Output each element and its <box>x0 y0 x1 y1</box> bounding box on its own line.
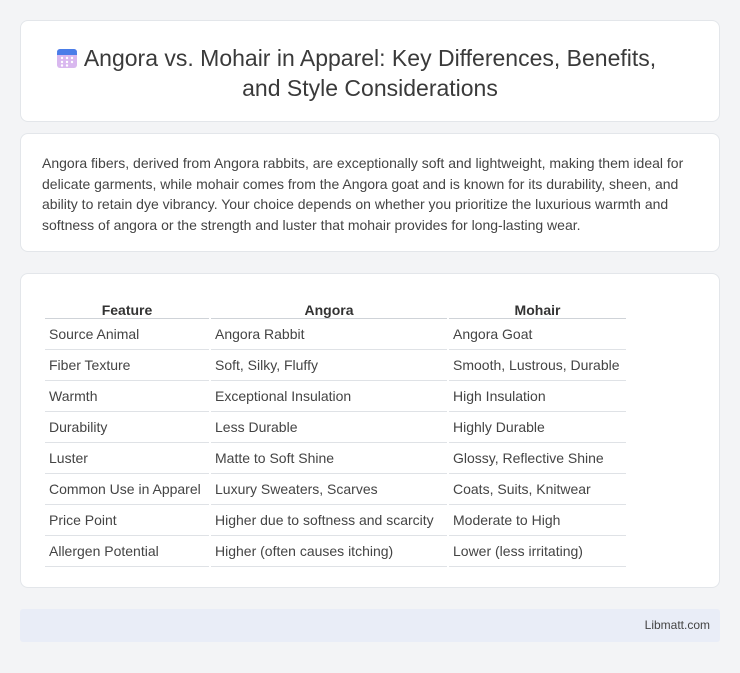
table-cell: Price Point <box>45 505 209 536</box>
column-header-feature: Feature <box>45 296 209 319</box>
table-cell: Luster <box>45 443 209 474</box>
table-cell: High Insulation <box>449 381 626 412</box>
table-cell: Less Durable <box>211 412 447 443</box>
intro-card <box>20 133 720 252</box>
table-row <box>45 443 626 474</box>
column-header-angora: Angora <box>211 296 447 319</box>
title-card <box>20 20 720 122</box>
page-title-line-1: Angora vs. Mohair in Apparel: Key Differences, Benefits, <box>83 45 657 71</box>
table-cell: Warmth <box>45 381 209 412</box>
table-cell: Highly Durable <box>449 412 626 443</box>
table-cell: Source Animal <box>45 319 209 350</box>
comparison-table-card <box>20 273 720 588</box>
table-cell: Matte to Soft Shine <box>211 443 447 474</box>
table-cell: Angora Goat <box>449 319 626 350</box>
table-row <box>45 319 626 350</box>
column-header-mohair: Mohair <box>449 296 626 319</box>
table-cell: Higher (often causes itching) <box>211 536 447 567</box>
table-cell: Common Use in Apparel <box>45 474 209 505</box>
table-row <box>45 474 626 505</box>
table-cell: Lower (less irritating) <box>449 536 626 567</box>
table-cell: Higher due to softness and scarcity <box>211 505 447 536</box>
intro-paragraph: Angora fibers, derived from Angora rabbits, are exceptionally soft and lightweight, making them ideal for delicate garments, while mohair comes from the Angora goat and is known for its durability, sheen, and ability to retain dye vibrancy. Your choice depends on whether you prioritize the luxurious warmth and softness of angora or the strength and luster that mohair provides for long-lasting wear. <box>42 155 684 233</box>
table-cell: Smooth, Lustrous, Durable <box>449 350 626 381</box>
table-row <box>45 350 626 381</box>
table-row <box>45 505 626 536</box>
table-cell: Exceptional Insulation <box>211 381 447 412</box>
footer-bar <box>20 609 720 642</box>
comparison-table <box>43 296 628 567</box>
table-row <box>45 381 626 412</box>
table-cell: Soft, Silky, Fluffy <box>211 350 447 381</box>
page-title-line-2: and Style Considerations <box>242 75 498 101</box>
table-cell: Angora Rabbit <box>211 319 447 350</box>
table-cell: Allergen Potential <box>45 536 209 567</box>
table-cell: Moderate to High <box>449 505 626 536</box>
table-cell: Glossy, Reflective Shine <box>449 443 626 474</box>
page-title <box>21 43 719 103</box>
table-header-row <box>45 296 626 319</box>
table-cell: Coats, Suits, Knitwear <box>449 474 626 505</box>
table-cell: Fiber Texture <box>45 350 209 381</box>
table-row <box>45 536 626 567</box>
footer-site-link[interactable]: Libmatt.com <box>644 618 710 632</box>
table-cell: Luxury Sweaters, Scarves <box>211 474 447 505</box>
table-cell: Durability <box>45 412 209 443</box>
table-row <box>45 412 626 443</box>
